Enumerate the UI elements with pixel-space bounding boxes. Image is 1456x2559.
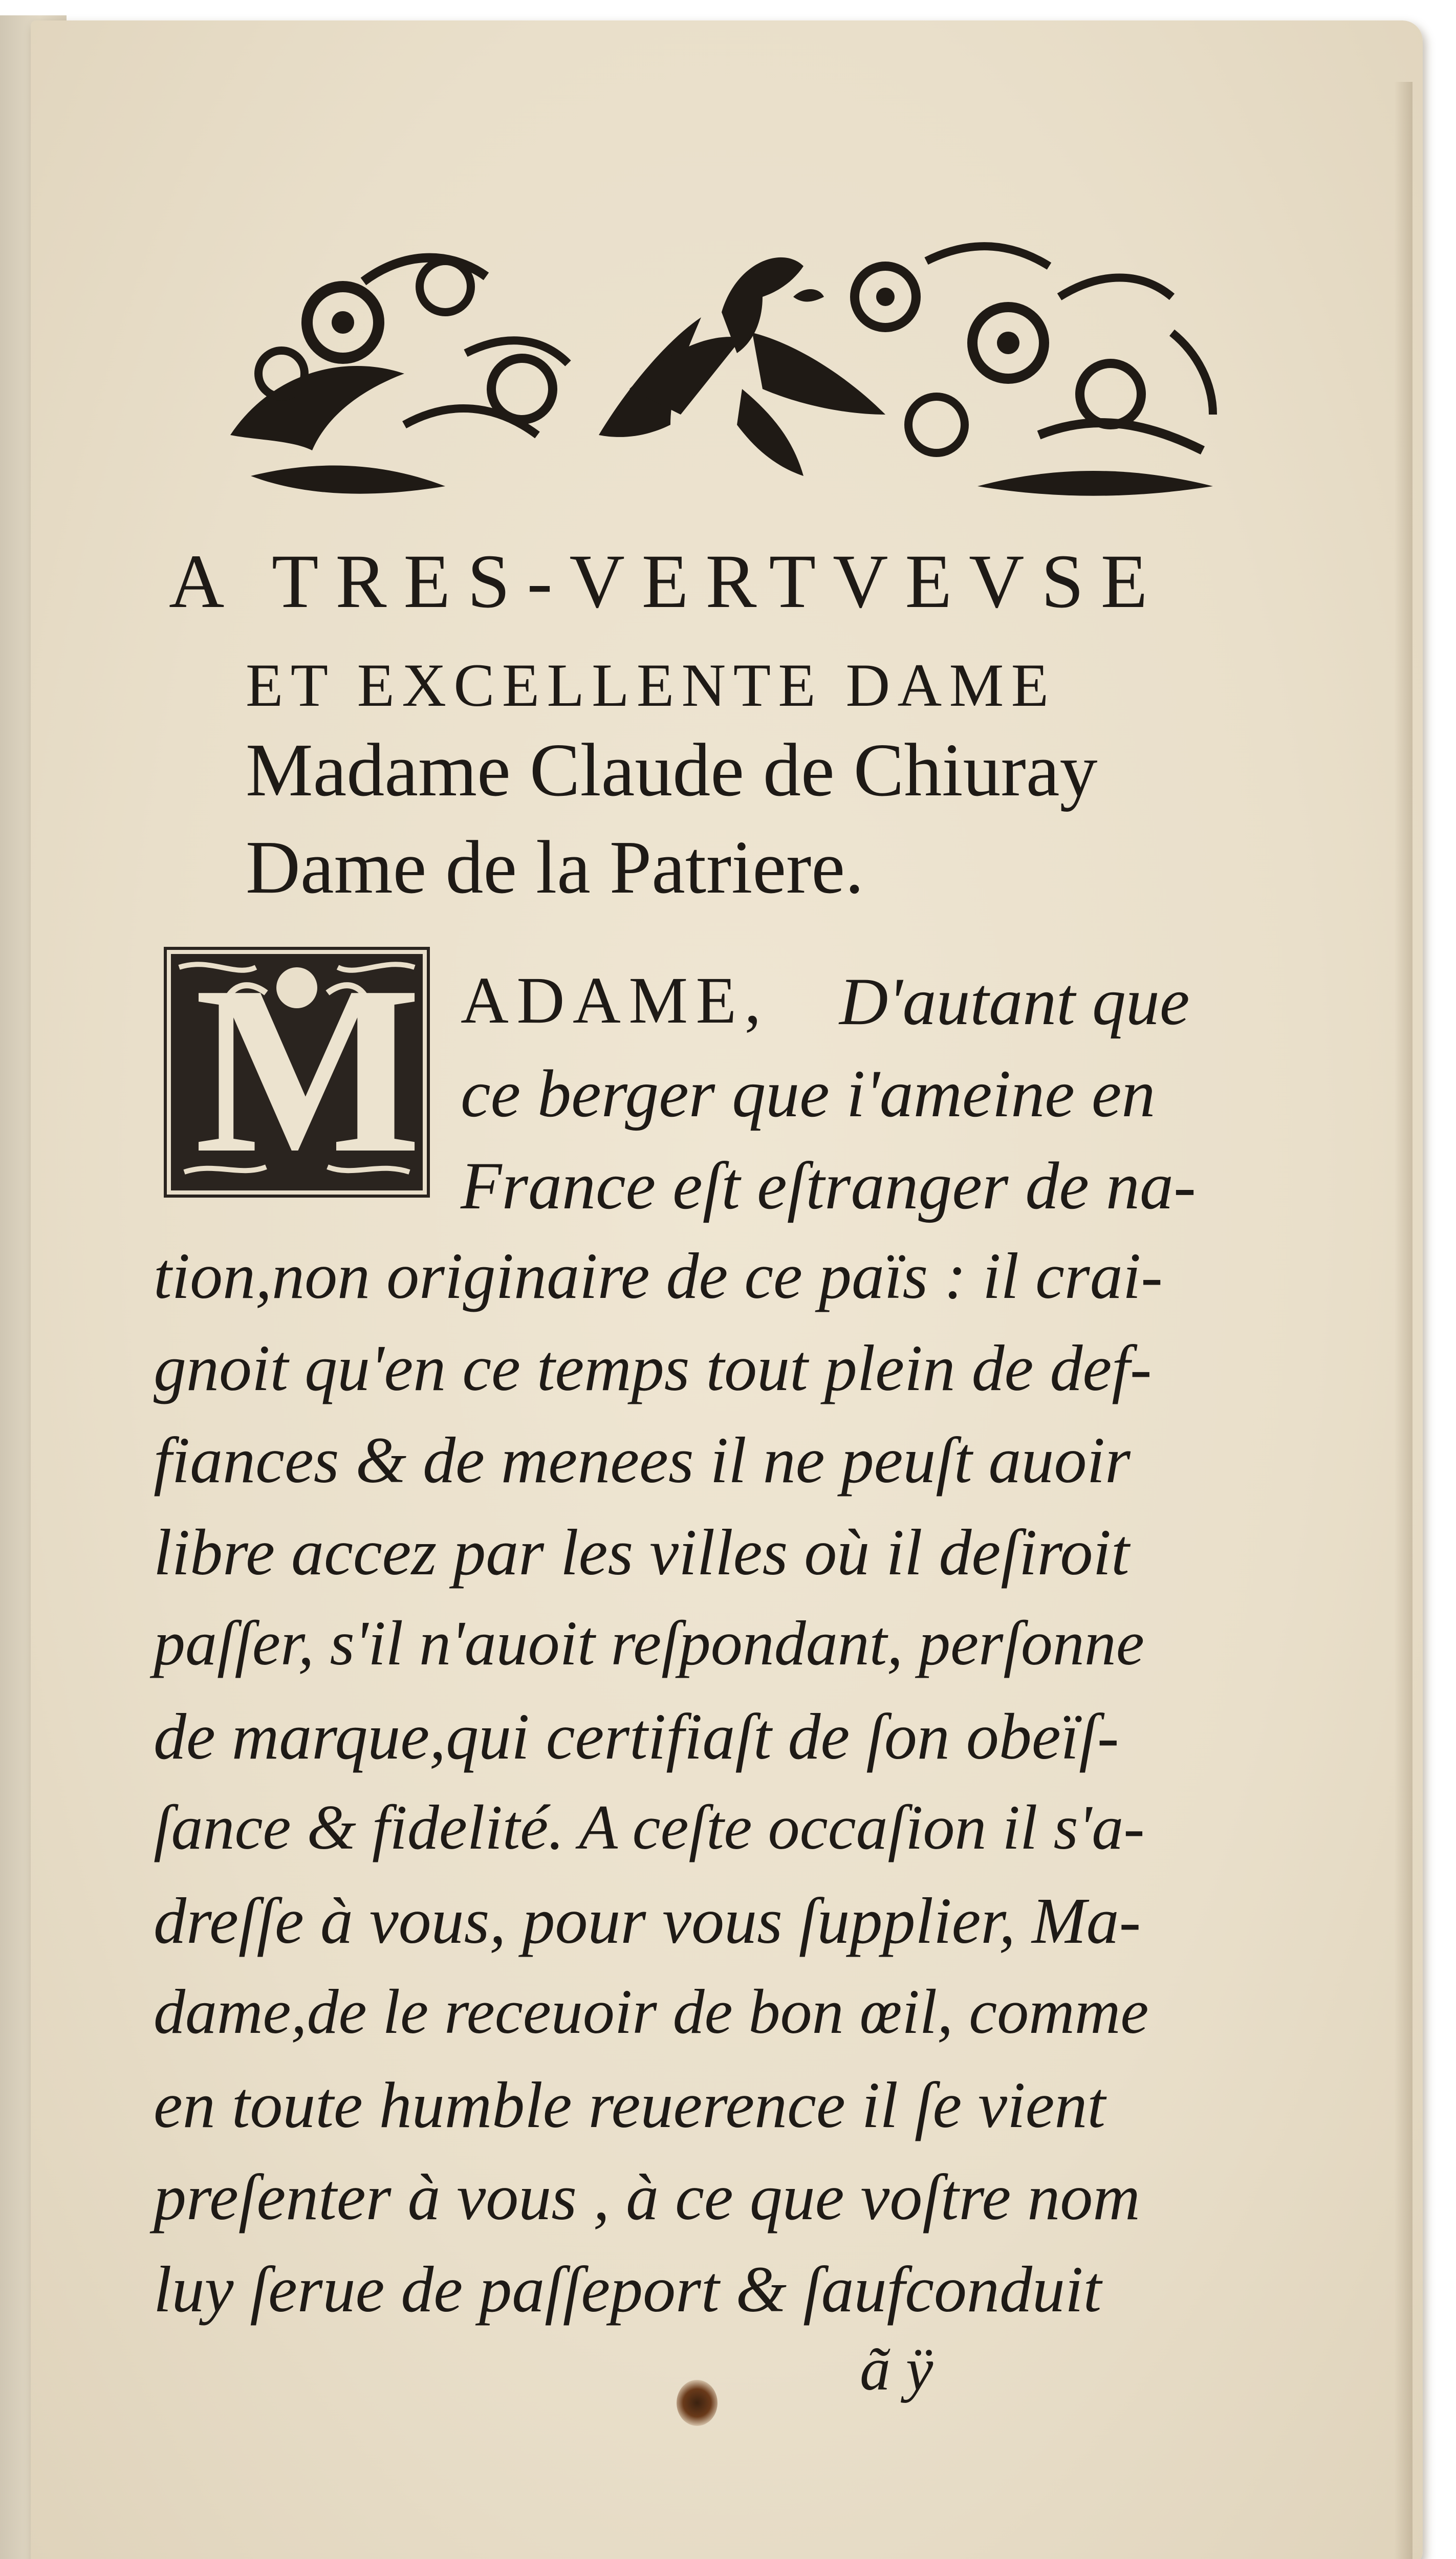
body-line-2: ce berger que i'ameine en — [461, 1056, 1156, 1131]
body-line-14: preſenter à vous , à ce que voſtre nom — [154, 2161, 1140, 2233]
body-line-4: tion,non originaire de ce païs : il crai- — [154, 1240, 1163, 1312]
initial-letter: M — [194, 936, 422, 1203]
body-line-5: gnoit qu'en ce temps tout plein de def- — [154, 1332, 1152, 1404]
body-line-15: luy ſerue de paſſeport & ſaufconduit — [154, 2253, 1102, 2326]
heading-line-4: Dame de la Patriere. — [246, 826, 864, 909]
body-line-6: fiances & de menees il ne peuſt auoir — [154, 1424, 1131, 1497]
decorated-initial-m — [164, 936, 430, 1203]
body-line-12: dame,de le receuoir de bon œil, comme — [154, 1977, 1149, 2047]
body-line-9: de marque,qui certifiaſt de ſon obeïſ- — [154, 1700, 1119, 1773]
heading-line-2: ET EXCELLENTE DAME — [246, 651, 1056, 719]
heading-line-3: Madame Claude de Chiuray — [246, 728, 1098, 812]
body-line-11: dreſſe à vous, pour vous ſupplier, Ma- — [154, 1884, 1141, 1957]
body-lead-caps: ADAME, — [461, 964, 769, 1037]
body-line-10: ſance & fidelité. A ceſte occaſion il s'a- — [154, 1792, 1145, 1862]
eagle-floral-headpiece-ornament — [210, 220, 1233, 507]
body-line-7: libre accez par les villes où il deſiroit — [154, 1516, 1129, 1589]
page-edge-shading — [1394, 82, 1412, 2559]
body-line-3: France eſt eſtranger de na- — [461, 1148, 1196, 1223]
signature-marks: ã ÿ — [860, 2335, 933, 2403]
heading-line-1: A TRES-VERTVEVSE — [169, 539, 1165, 624]
ink-stain — [677, 2380, 718, 2426]
body-line-13: en toute humble reuerence il ſe vient — [154, 2069, 1105, 2141]
body-line-1: D'autant que — [839, 964, 1190, 1039]
body-line-8: paſſer, s'il n'auoit reſpondant, perſonne — [154, 1608, 1144, 1678]
